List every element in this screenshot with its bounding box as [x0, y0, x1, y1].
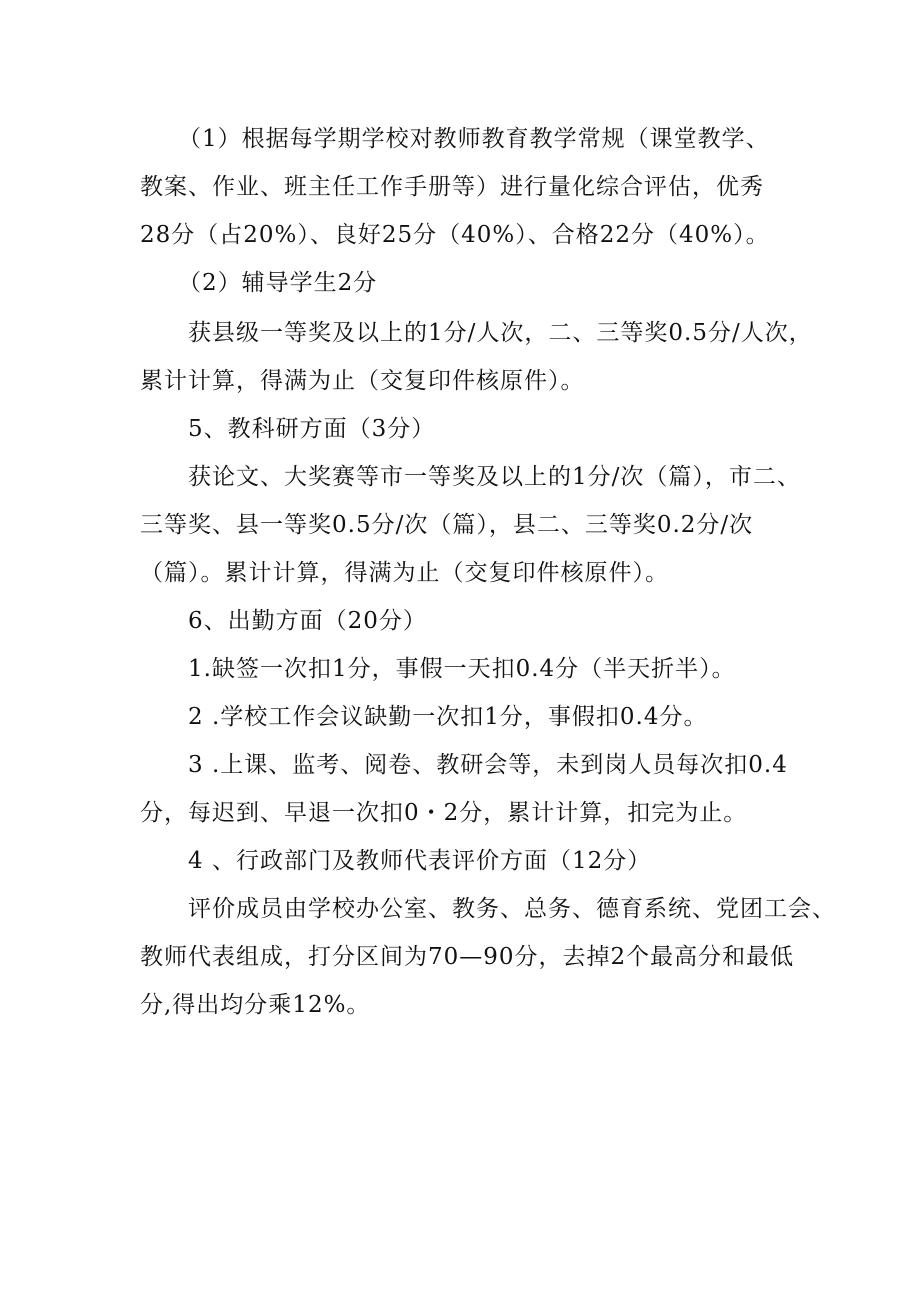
- paragraph-line: 1.缺签一次扣1分，事假一天扣0.4分（半天折半）。: [188, 656, 736, 682]
- section-heading: 4 、行政部门及教师代表评价方面（12分）: [188, 848, 652, 874]
- paragraph-line: 获县级一等奖及以上的1分/人次，二、三等奖0.5分/人次，: [188, 320, 813, 346]
- paragraph-line: （2）辅导学生2分: [178, 270, 378, 296]
- paragraph-line: 28分（占20%）、良好25分（40%）、合格22分（40%）。: [140, 222, 770, 248]
- paragraph-line: 教师代表组成，打分区间为70—90分，去掉2个最高分和最低: [140, 944, 795, 970]
- paragraph-line: 分,得出均分乘12%。: [140, 992, 371, 1018]
- paragraph-line: 教案、作业、班主任工作手册等）进行量化综合评估，优秀: [140, 174, 764, 200]
- paragraph-line: （1）根据每学期学校对教师教育教学常规（课堂教学、: [178, 126, 770, 152]
- paragraph-line: 三等奖、县一等奖0.5分/次（篇），县二、三等奖0.2分/次: [140, 512, 754, 538]
- paragraph-line: 获论文、大奖赛等市一等奖及以上的1分/次（篇），市二、: [188, 464, 801, 490]
- paragraph-line: 累计计算，得满为止（交复印件核原件）。: [140, 368, 585, 394]
- paragraph-line: 评价成员由学校办公室、教务、总务、德育系统、党团工会、: [188, 896, 836, 922]
- paragraph-line: （篇）。累计计算，得满为止（交复印件核原件）。: [140, 560, 669, 586]
- paragraph-line: 3 .上课、监考、阅卷、教研会等，未到岗人员每次扣0.4: [188, 752, 788, 778]
- paragraph-line: 2 .学校工作会议缺勤一次扣1分，事假扣0.4分。: [188, 704, 708, 730]
- section-heading: 6、出勤方面（20分）: [188, 608, 427, 634]
- paragraph-line: 分，每迟到、早退一次扣0・2分，累计计算，扣完为止。: [140, 800, 748, 826]
- section-heading: 5、教科研方面（3分）: [188, 416, 436, 442]
